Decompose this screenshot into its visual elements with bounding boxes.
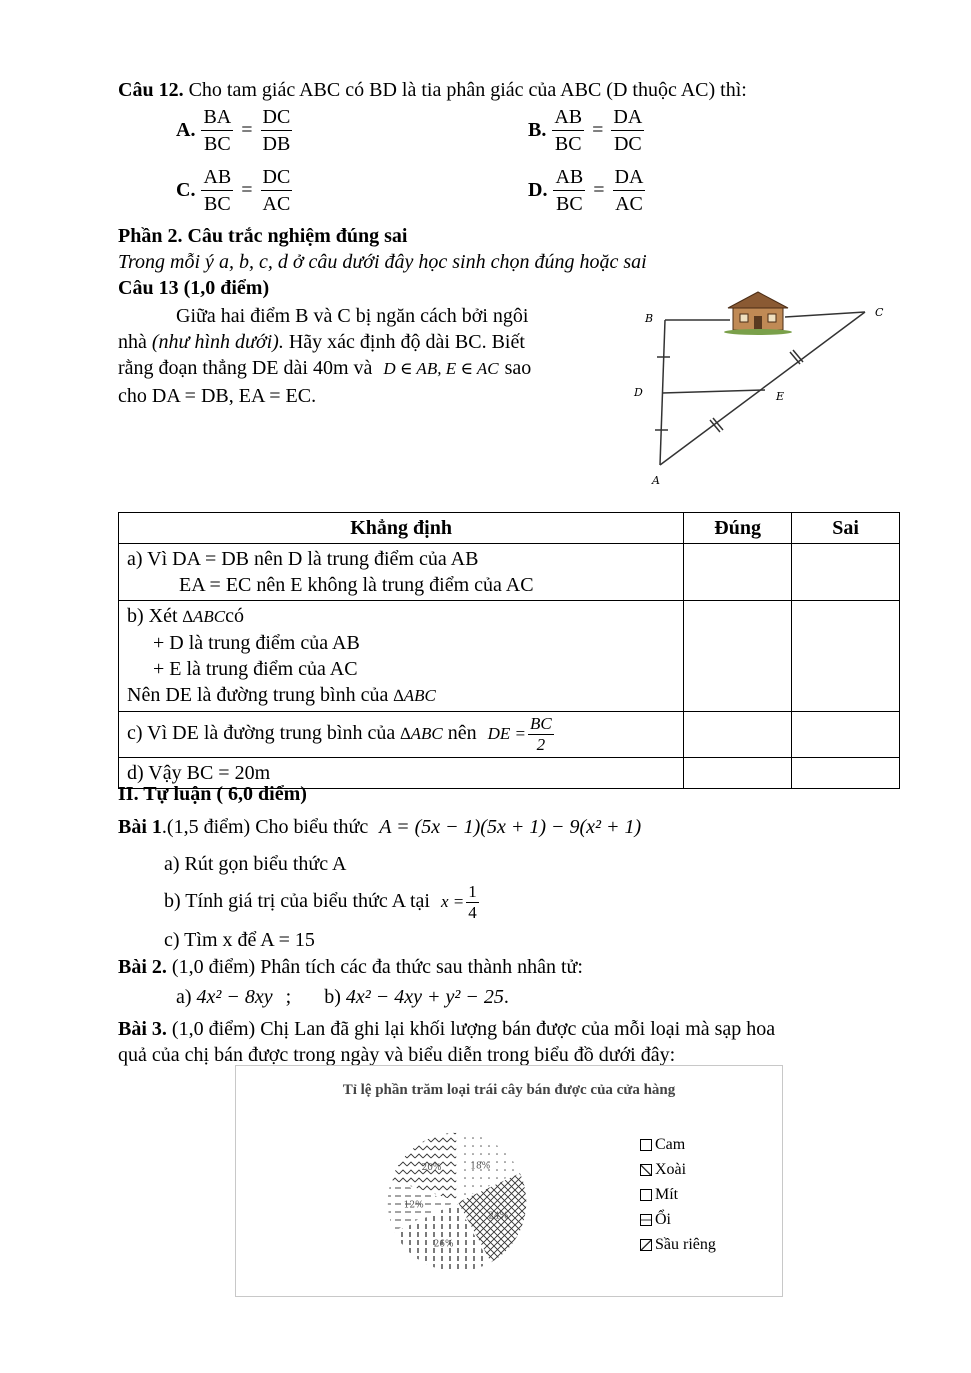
legend-label: Xoài (655, 1161, 687, 1178)
cell-true-d[interactable] (684, 758, 792, 789)
legend-item (640, 1161, 686, 1179)
table-row (119, 601, 900, 712)
cell-true-a[interactable] (684, 544, 792, 601)
label-c: C (875, 306, 884, 319)
label-a: A (652, 474, 660, 487)
legend-swatch (640, 1239, 652, 1251)
q13-line-1: Giữa hai điểm B và C bị ngăn cách bởi ngôi (176, 305, 529, 327)
part2-title: Phần 2. Câu trắc nghiệm đúng sai (118, 225, 408, 247)
legend-swatch (640, 1164, 652, 1176)
cell-true-c[interactable] (684, 712, 792, 758)
bai3-line-2: quả của chị bán được trong ngày và biểu diễn trong biểu đồ dưới đây: (118, 1044, 676, 1066)
q13-line-3: rằng đoạn thẳng DE dài 40m và D ∈ AB, E ∈ AC sao (118, 357, 532, 379)
bai1-c: c) Tìm x để A = 15 (164, 929, 315, 951)
q12-option-a[interactable]: A. $\frac{BA}{BC}$ = $\frac{DC}{DB}$ (176, 106, 291, 155)
legend-swatch (640, 1214, 652, 1226)
legend-label: Sầu riêng (655, 1236, 716, 1253)
bai1-b: b) Tính giá trị của biểu thức A tại x = $\frac{1}{4}$ (164, 881, 477, 922)
legend-label: Mít (655, 1186, 679, 1203)
house-icon (724, 292, 792, 335)
part2-instruction: Trong mỗi ý a, b, c, d ở câu dưới đây học sinh chọn đúng hoặc sai (118, 251, 647, 273)
label-b: B (645, 312, 654, 325)
bai2-line: Bài 2. (1,0 điểm) Phân tích các đa thức sau thành nhân tử: (118, 956, 583, 978)
cell-false-b[interactable] (792, 601, 900, 712)
header-statement: Khẳng định (119, 513, 684, 544)
statement-c: c) Vì DE là đường trung bình của ∆ABC nên DE = $\frac{BC}{2}$ (119, 712, 684, 758)
q13-title: Câu 13 (1,0 điểm) (118, 277, 270, 299)
cell-false-a[interactable] (792, 544, 900, 601)
table-header-row (119, 513, 900, 544)
chart-title: Tỉ lệ phần trăm loại trái cây bán được của cửa hàng (342, 1082, 676, 1098)
bai2-items: a) 4x² − 8xy ; b) 4x² − 4xy + y² − 25. (176, 986, 509, 1008)
cell-false-c[interactable] (792, 712, 900, 758)
header-false: Sai (792, 513, 900, 544)
legend-label: Ổi (655, 1211, 671, 1228)
q12-line (118, 78, 747, 102)
q13-line-4: cho DA = DB, EA = EC. (118, 385, 317, 407)
legend-swatch (640, 1139, 652, 1151)
label-e: E (776, 390, 785, 403)
table-row (119, 544, 900, 601)
q12-option-b[interactable]: B. $\frac{AB}{BC}$ = $\frac{DA}{DC}$ (528, 106, 643, 155)
option-label: B. (528, 119, 547, 141)
true-false-table (118, 512, 900, 789)
header-true: Đúng (684, 513, 792, 544)
pie-data-label: 24% (488, 1211, 509, 1222)
q13-line-2: nhà (như hình dưới). Hãy xác định độ dài BC. Biết (118, 331, 525, 353)
option-label: C. (176, 179, 196, 201)
option-label: A. (176, 119, 196, 141)
q12-text: Cho tam giác ABC có BD là tia phân giác của ABC (D thuộc AC) thì: (188, 79, 747, 101)
q12-option-d[interactable]: D. $\frac{AB}{BC}$ = $\frac{DA}{AC}$ (528, 166, 644, 215)
table-row (119, 712, 900, 758)
legend-item (640, 1211, 671, 1229)
pie-data-label: 12% (403, 1200, 424, 1211)
bai3-line-1: Bài 3. (1,0 điểm) Chị Lan đã ghi lại khối lượng bán được của mỗi loại mà sạp hoa (118, 1018, 776, 1040)
q12-number: Câu 12. (118, 79, 184, 101)
legend-swatch (640, 1189, 652, 1201)
pie-data-label: 20% (421, 1162, 442, 1173)
cell-false-d[interactable] (792, 758, 900, 789)
legend-label: Cam (655, 1136, 686, 1153)
cell-true-b[interactable] (684, 601, 792, 712)
bai1-a: a) Rút gọn biểu thức A (164, 853, 347, 875)
statement-b: b) Xét ∆ABCcó + D là trung điểm của AB + E là trung điểm của AC Nên DE là đường trung bình của ∆ABC (119, 601, 684, 712)
part-ii-title: II. Tự luận ( 6,0 điểm) (118, 783, 307, 805)
legend-item (640, 1186, 678, 1204)
statement-a: a) Vì DA = DB nên D là trung điểm của AB EA = EC nên E không là trung điểm của AC (119, 544, 684, 601)
pie-data-label: 18% (470, 1161, 491, 1172)
option-label: D. (528, 179, 548, 201)
q12-option-c[interactable]: C. $\frac{AB}{BC}$ = $\frac{DC}{AC}$ (176, 166, 291, 215)
legend-item (640, 1136, 685, 1154)
bai1-line: Bài 1.(1,5 điểm) Cho biểu thức A = (5x − 1)(5x + 1) − 9(x² + 1) (118, 816, 642, 838)
legend-item (640, 1236, 716, 1254)
triangle-figure (620, 290, 900, 500)
bai1-expression: A = (5x − 1)(5x + 1) − 9(x² + 1) (379, 816, 642, 838)
statement-d: d) Vậy BC = 20m (119, 758, 684, 789)
pie-data-label: 26% (433, 1239, 454, 1250)
label-d: D (634, 386, 643, 399)
pie-chart (375, 1120, 545, 1280)
